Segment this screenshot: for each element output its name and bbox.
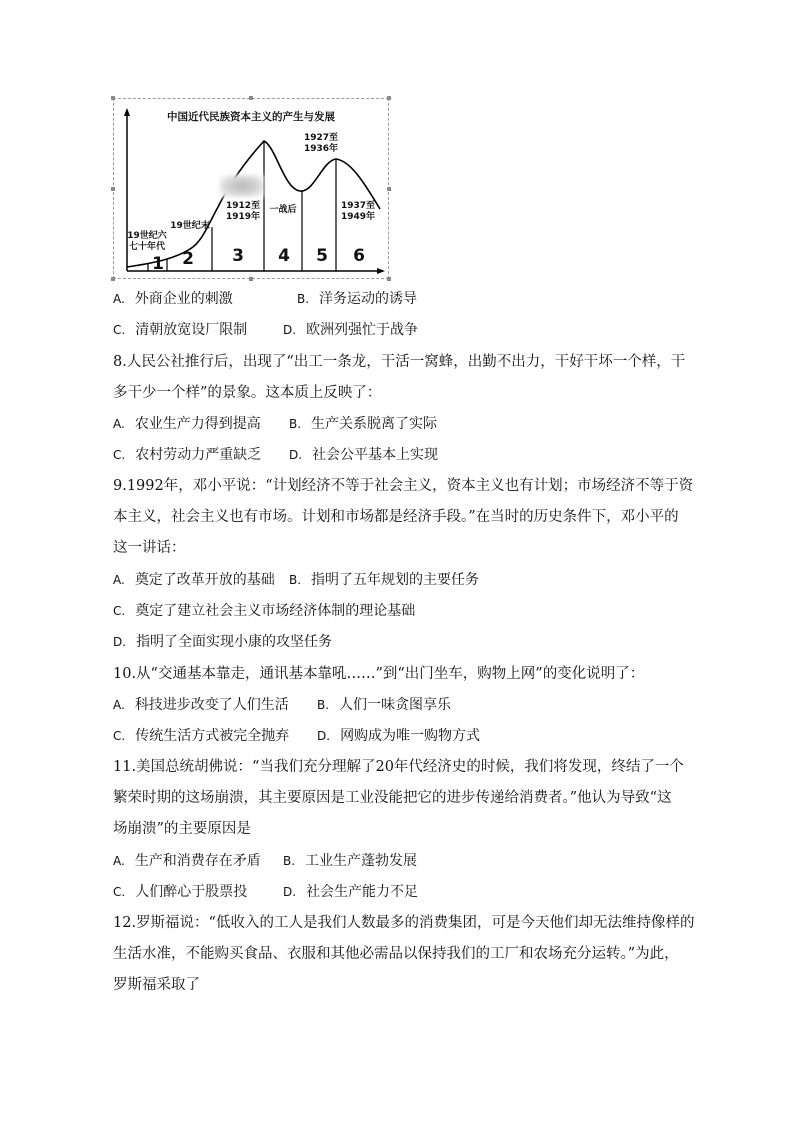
q10-option-d[interactable]: D. 网购成为唯一购物方式 (317, 728, 481, 744)
q10-stem-line-1: 10.从“交通基本靠走，通讯基本靠吼……”到“出门坐车，购物上网”的变化说明了： (113, 666, 645, 682)
q8-option-b[interactable]: B. 生产关系脱离了实际 (289, 416, 438, 432)
q9-stem-line-3: 这一讲话： (113, 540, 186, 556)
q8-stem-line-1: 8.人民公社推行后，出现了“出工一条龙，干活一窝蜂，出勤不出力，干好干坏一个样，干 (113, 354, 686, 370)
stage-number-1: 1 (152, 254, 164, 274)
q8-option-d[interactable]: D. 社会公平基本上实现 (289, 447, 439, 463)
stage-number-3: 3 (232, 246, 244, 266)
q10-option-b[interactable]: B. 人们一味贪图享乐 (317, 697, 452, 713)
q10-option-a[interactable]: A. 科技进步改变了人们生活 (113, 697, 289, 713)
period-label-3: 1912至 1919年 (225, 201, 261, 222)
q9-option-b[interactable]: B. 指明了五年规划的主要任务 (289, 572, 480, 588)
q9-stem-line-2: 本主义，社会主义也有市场。计划和市场都是经济手段。”在当时的历史条件下，邓小平的 (113, 509, 679, 525)
q8-stem-line-2: 多干少一个样”的景象。这本质上反映了： (113, 385, 382, 401)
stage-number-2: 2 (182, 249, 194, 269)
period-label-4: 一战后 (269, 205, 297, 215)
x-axis-arrow (377, 268, 385, 274)
q11-stem-line-3: 场崩溃”的主要原因是 (113, 821, 251, 837)
historical-development-figure (113, 98, 389, 279)
q7-option-c[interactable]: C. 清朝放宽设厂限制 (113, 322, 248, 338)
q11-stem-line-2: 繁荣时期的这场崩溃，其主要原因是工业没能把它的进步传递给消费者。”他认为导致“这 (113, 790, 672, 806)
q11-option-b[interactable]: B. 工业生产蓬勃发展 (283, 853, 418, 869)
q9-option-a[interactable]: A. 奠定了改革开放的基础 (113, 572, 275, 588)
stage-number-6: 6 (353, 246, 365, 266)
stage-number-4: 4 (278, 246, 290, 266)
period-label-5: 1927至 1936年 (303, 133, 339, 154)
stage-number-5: 5 (316, 246, 328, 266)
q7-option-d[interactable]: D. 欧洲列强忙于战争 (283, 322, 419, 338)
q12-stem-line-3: 罗斯福采取了 (113, 977, 200, 993)
q11-option-c[interactable]: C. 人们醉心于股票投 (113, 884, 248, 900)
period-label-1: 19世纪六 七十年代 (127, 231, 167, 252)
figure-title: 中国近代民族资本主义的产生与发展 (167, 111, 335, 123)
q10-option-c[interactable]: C. 传统生活方式被完全抛弃 (113, 728, 290, 744)
blurred-watermark (220, 175, 264, 197)
q11-stem-line-1: 11.美国总统胡佛说：“当我们充分理解了20年代经济史的时候，我们将发现，终结了一个 (113, 759, 684, 775)
q11-option-d[interactable]: D. 社会生产能力不足 (283, 884, 419, 900)
q9-option-c[interactable]: C. 奠定了建立社会主义市场经济体制的理论基础 (113, 603, 416, 619)
q7-option-a[interactable]: A. 外商企业的刺激 (113, 291, 233, 307)
q9-option-d[interactable]: D. 指明了全面实现小康的攻坚任务 (113, 634, 333, 650)
q8-option-a[interactable]: A. 农业生产力得到提高 (113, 416, 261, 432)
q9-stem-line-1: 9.1992年，邓小平说：“计划经济不等于社会主义，资本主义也有计划；市场经济不等于资 (113, 478, 694, 494)
period-label-2: 19世纪末 (170, 221, 210, 231)
period-label-6: 1937至 1949年 (340, 201, 376, 222)
q7-option-b[interactable]: B. 洋务运动的诱导 (297, 291, 418, 307)
q12-stem-line-1: 12.罗斯福说：“低收入的工人是我们人数最多的消费集团，可是今天他们却无法维持像样的 (113, 915, 695, 931)
q12-stem-line-2: 生活水准，不能购买食品、衣服和其他必需品以保持我们的工厂和农场充分运转。”为此， (113, 946, 679, 962)
q11-option-a[interactable]: A. 生产和消费存在矛盾 (113, 853, 261, 869)
q8-option-c[interactable]: C. 农村劳动力严重缺乏 (113, 447, 262, 463)
